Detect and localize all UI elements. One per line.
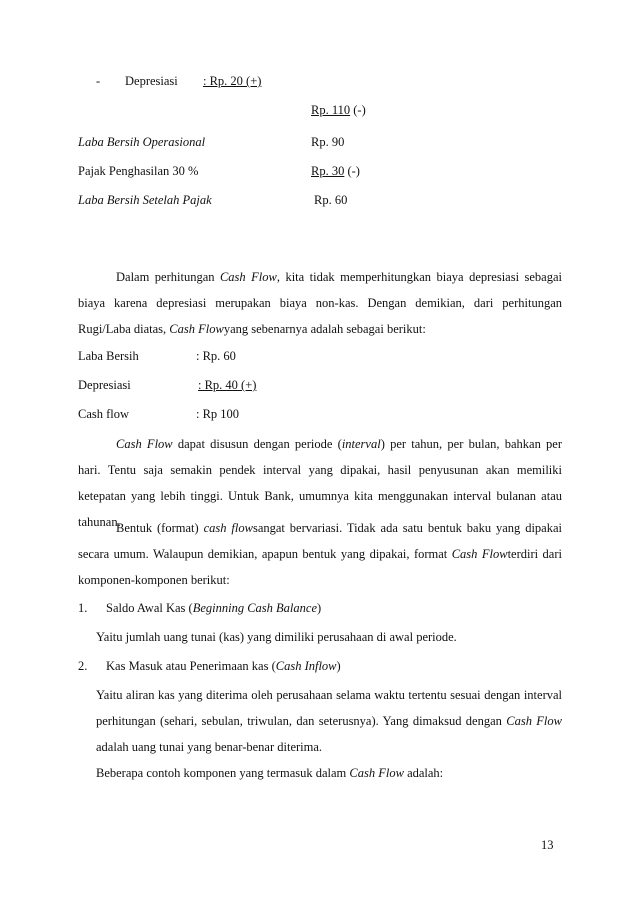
item2-examples-intro: Beberapa contoh komponen yang termasuk dalam Cash Flow adalah:: [96, 766, 444, 780]
item1-description: Yaitu jumlah uang tunai (kas) yang dimiliki perusahaan di awal periode.: [96, 630, 457, 644]
subtotal-row: [311, 103, 366, 118]
subtotal-sign: (-): [353, 103, 366, 117]
depreciation-add-value: : Rp. 40 (+): [198, 378, 257, 392]
item2-description: Yaitu aliran kas yang diterima oleh perusahaan selama waktu tertentu sesuai dengan interval perhitungan (sehari, sebulan, triwulan, dan seterusnya). Yang dimaksud dengan Cash Flow adalah uang tunai yang benar-benar diterima.: [96, 688, 562, 754]
depreciation-label: Depresiasi: [125, 74, 178, 88]
income-tax-value: Rp. 30: [311, 164, 345, 178]
net-profit-value: : Rp. 60: [196, 349, 236, 363]
paragraph-cash-flow-intro: Dalam perhitungan Cash Flow, kita tidak memperhitungkan biaya depresiasi sebagai biaya karena depresiasi merupakan biaya non-kas. Dengan demikian, dari perhitungan Rugi/Laba diatas, Cash Flowyang sebenarnya adalah sebagai berikut:: [78, 270, 562, 336]
operating-profit-label: Laba Bersih Operasional: [78, 135, 206, 149]
dash-marker: -: [96, 74, 101, 88]
page-number: 13: [541, 838, 554, 852]
list-item-cash-inflow: Kas Masuk atau Penerimaan kas (Cash Inflow): [106, 659, 341, 673]
operating-profit-value: Rp. 90: [311, 135, 345, 149]
depreciation-add-label: Depresiasi: [78, 378, 131, 392]
paragraph-format: Bentuk (format) cash flowsangat bervariasi. Tidak ada satu bentuk baku yang dipakai secara umum. Walaupun demikian, apapun bentuk yang dipakai, format Cash Flowterdiri dari komponen-komponen berikut:: [78, 521, 562, 587]
list-number-2: 2.: [78, 659, 88, 673]
income-tax-label: Pajak Penghasilan 30 %: [78, 164, 199, 178]
net-profit-after-tax-label: Laba Bersih Setelah Pajak: [78, 193, 212, 207]
income-tax-sign: (-): [347, 164, 360, 178]
list-item-beginning-cash: Saldo Awal Kas (Beginning Cash Balance): [106, 601, 322, 615]
income-tax-row: [311, 164, 360, 179]
cash-flow-value: : Rp 100: [196, 407, 240, 421]
depreciation-value: : Rp. 20 (+): [203, 74, 262, 88]
list-number-1: 1.: [78, 601, 88, 615]
net-profit-after-tax-value: Rp. 60: [314, 193, 348, 207]
net-profit-label: Laba Bersih: [78, 349, 139, 363]
subtotal-value: Rp. 110: [311, 103, 351, 117]
paragraph-interval: Cash Flow dapat disusun dengan periode (interval) per tahun, per bulan, bahkan per hari. Tentu saja semakin pendek interval yang dipakai, hasil penyusunan akan memiliki ketepatan yang lebih tinggi. Untuk Bank, umumnya kita menggunakan interval bulanan atau tahunan.: [78, 437, 563, 529]
cash-flow-label: Cash flow: [78, 407, 130, 421]
